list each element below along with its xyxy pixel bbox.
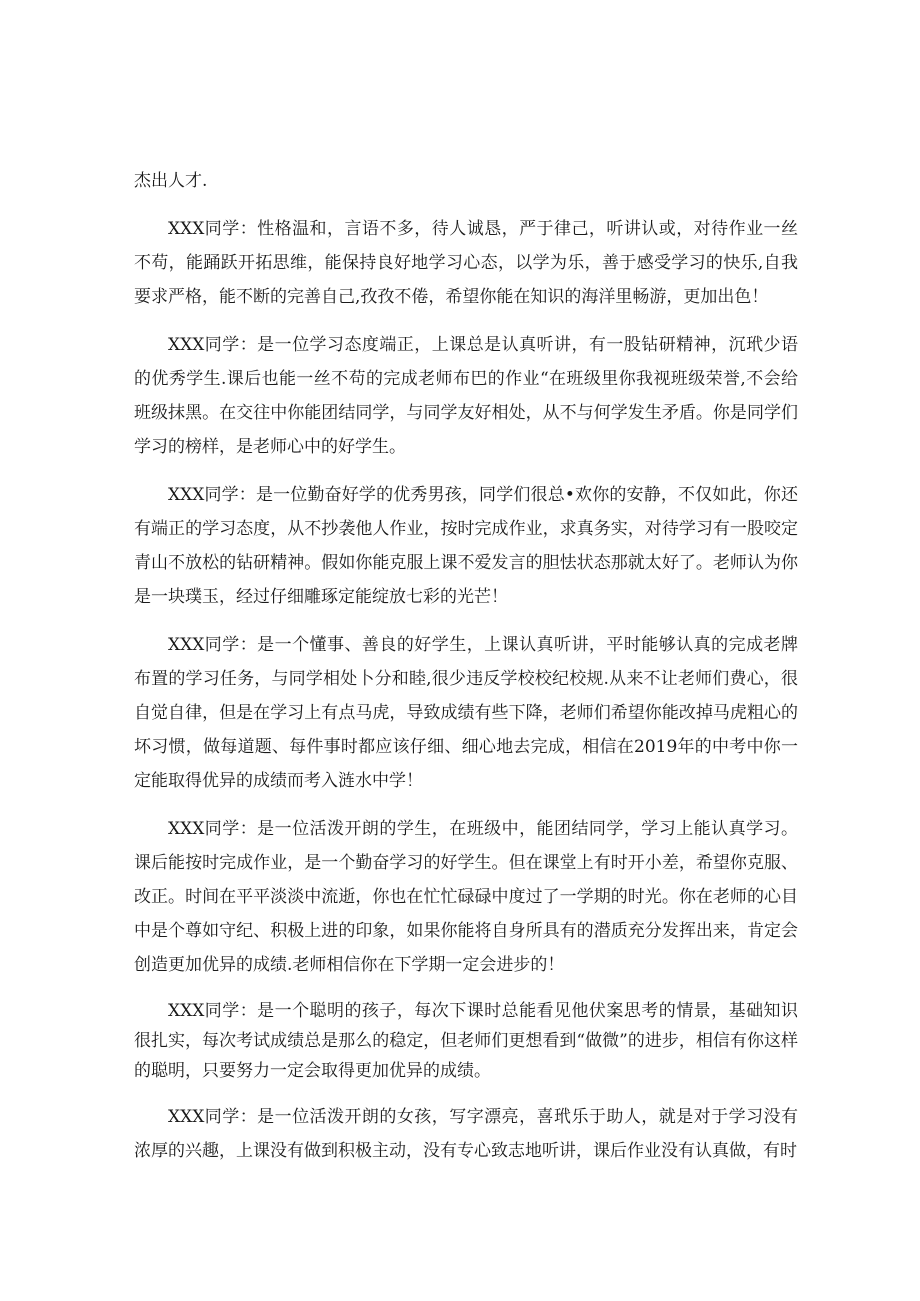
comment-paragraph-5: XXX同学：是一位活泼开朗的学生，在班级中，能团结同学，学习上能认真学习。课后能按时完成作业，是一个勤奋学习的好学生。但在课堂上有时开小差，希望你克服、改正。时间在平平淡淡中流逝，你也在忙忙碌碌中度过了一学期的时光。你在老师的心目中是个尊如守纪、积极上进的印象，如果你能将自身所具有的潜质充分发挥出来，肯定会创造更加优异的成绩.老师相信你在下学期一定会进步的！ xyxy=(134,819,798,975)
comment-paragraph-3: XXX同学：是一位勤奋好学的优秀男孩，同学们很总•欢你的安静，不仅如此，你还有端正的学习态度，从不抄袭他人作业，按时完成作业，求真务实，对待学习有一股咬定青山不放松的钻研精神。假如你能克服上课不爱发言的胆怯状态那就太好了。老师认为你是一块璞玉，经过仔细雕琢定能绽放七彩的光芒！ xyxy=(134,485,798,607)
comment-paragraph-1: XXX同学：性格温和，言语不多，待人诚恳，严于律己，听讲认或，对待作业一丝不苟，能踊跃开拓思维，能保持良好地学习心态，以学为乐，善于感受学习的快乐,自我要求严格，能不断的完善自己,孜孜不倦，希望你能在知识的海洋里畅游，更加出色！ xyxy=(134,219,798,307)
comment-paragraph-6: XXX同学：是一个聪明的孩子，每次下课时总能看见他伏案思考的情景，基础知识很扎实，每次考试成绩总是那么的稳定，但老师们更想看到“做微”的进步，相信有你这样的聪明，只要努力一定会取得更加优异的成绩。 xyxy=(134,1001,798,1081)
comment-paragraph-7: XXX同学：是一位活泼开朗的女孩，写字漂亮，喜玳乐于助人，就是对于学习没有浓厚的兴趣，上课没有做到积极主动，没有专心致志地听讲，课后作业没有认真做，有时 xyxy=(134,1107,798,1161)
comment-paragraph-2: XXX同学：是一位学习态度端正，上课总是认真听讲，有一股钻研精神，沉玳少语的优秀学生.课后也能一丝不苟的完成老师布巴的作业“在班级里你我视班级荣誉,不会给班级抹黑。在交往中你能团结同学，与同学友好相处，从不与何学发生矛盾。你是同学们学习的榜样，是老师心中的好学生。 xyxy=(134,335,798,457)
document-body xyxy=(134,164,798,1182)
paragraph-continuation: 杰出人才. xyxy=(134,171,208,191)
comment-paragraph-4: XXX同学：是一个懂事、善良的好学生，上课认真听讲，平时能够认真的完成老牌布置的学习任务，与同学相处卜分和睦,很少违反学校校纪校规.从来不让老师们费心，很自觉自律，但是在学习上有点马虎，导致成绩有些下降，老师们希望你能改掉马虎粗心的坏习惯，做每道题、每件事时都应该仔细、细心地去完成，相信在2019年的中考中你一定能取得优异的成绩而考入涟水中学！ xyxy=(134,635,798,791)
